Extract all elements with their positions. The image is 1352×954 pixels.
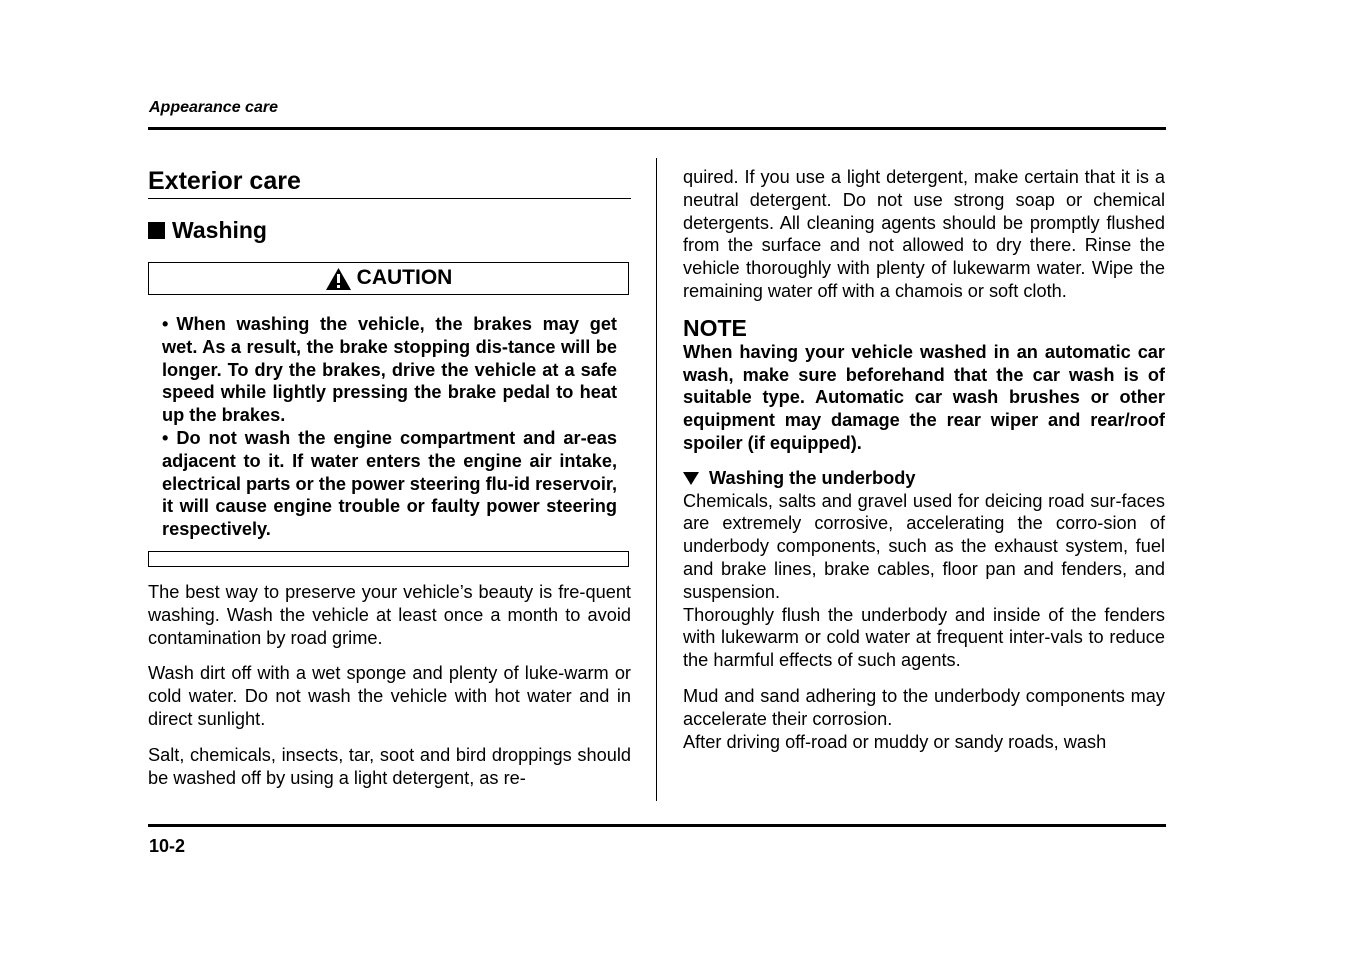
square-bullet-icon (148, 222, 165, 239)
page-number: 10-2 (149, 836, 186, 856)
caution-item-text: Do not wash the engine compartment and ar-eas adjacent to it. If water enters the engine air intake, electrical parts or the power steering flu-id reservoir, it will cause engine trouble or faulty power steering respectively. (162, 427, 617, 540)
running-head: Appearance care (149, 99, 278, 116)
note-text: When having your vehicle washed in an automatic car wash, make sure beforehand that the car wash is of suitable type. Automatic car wash brushes or other equipment may damage the rear wiper and rear/roof spoiler (if equipped). (683, 341, 1165, 453)
warning-triangle-icon (325, 267, 352, 291)
bullet-icon: • (162, 314, 169, 334)
footer-rule (148, 824, 1166, 827)
header-rule (148, 127, 1166, 130)
body-paragraph: Wash dirt off with a wet sponge and plenty of luke-warm or cold water. Do not wash the vehicle with hot water and in direct sunlight. (148, 663, 631, 729)
bullet-icon: • (162, 427, 169, 448)
note-title: NOTE (683, 314, 747, 341)
sub-heading (683, 467, 1165, 490)
left-column (148, 166, 631, 789)
caution-body (162, 313, 617, 541)
caution-end-box (148, 551, 629, 567)
caution-item (162, 313, 617, 427)
body-paragraph: Mud and sand adhering to the underbody components may accelerate their corrosion. (683, 685, 1165, 729)
section-title: Exterior care (148, 166, 631, 199)
body-paragraph: After driving off-road or muddy or sandy roads, wash (683, 731, 1107, 752)
caution-item-text: When washing the vehicle, the brakes may get wet. As a result, the brake stopping dis-tance will be longer. To dry the brakes, drive the vehicle at a safe speed while lightly pressing the brake pedal to heat up the brakes. (162, 314, 617, 426)
subsection-title-text: Washing (172, 217, 267, 243)
body-paragraph-continued: quired. If you use a light detergent, make certain that it is a neutral detergent. Do not use strong soap or chemical detergents. All cleaning agents should be promptly flushed from the surface and not allowed to dry there. Rinse the vehicle thoroughly with plenty of lukewarm water. Wipe the remaining water off with a chamois or soft cloth. (683, 167, 1165, 301)
body-paragraph: Thoroughly flush the underbody and inside of the fenders with lukewarm or cold water at frequent inter-vals to reduce the harmful effects of such agents. (683, 604, 1165, 671)
body-paragraph: Chemicals, salts and gravel used for deicing road sur-faces are extremely corrosive, accelerating the corro-sion of underbody components, such as the exhaust system, fuel and brake lines, brake cables, floor pan and fenders, and suspension. (683, 490, 1165, 602)
right-column (683, 166, 1165, 753)
body-paragraph: Salt, chemicals, insects, tar, soot and bird droppings should be washed off by using a light detergent, as re- (148, 744, 631, 788)
caution-title (325, 267, 453, 291)
caution-title-text: CAUTION (356, 266, 453, 290)
subsection-title (148, 216, 631, 244)
column-divider (656, 158, 657, 801)
body-paragraph: The best way to preserve your vehicle’s beauty is fre-quent washing. Wash the vehicle at least once a month to avoid contamination by road grime. (148, 581, 631, 648)
sub-heading-text: Washing the underbody (709, 467, 916, 488)
down-triangle-icon (683, 472, 699, 485)
caution-header-box (148, 262, 629, 295)
caution-item (162, 427, 617, 541)
